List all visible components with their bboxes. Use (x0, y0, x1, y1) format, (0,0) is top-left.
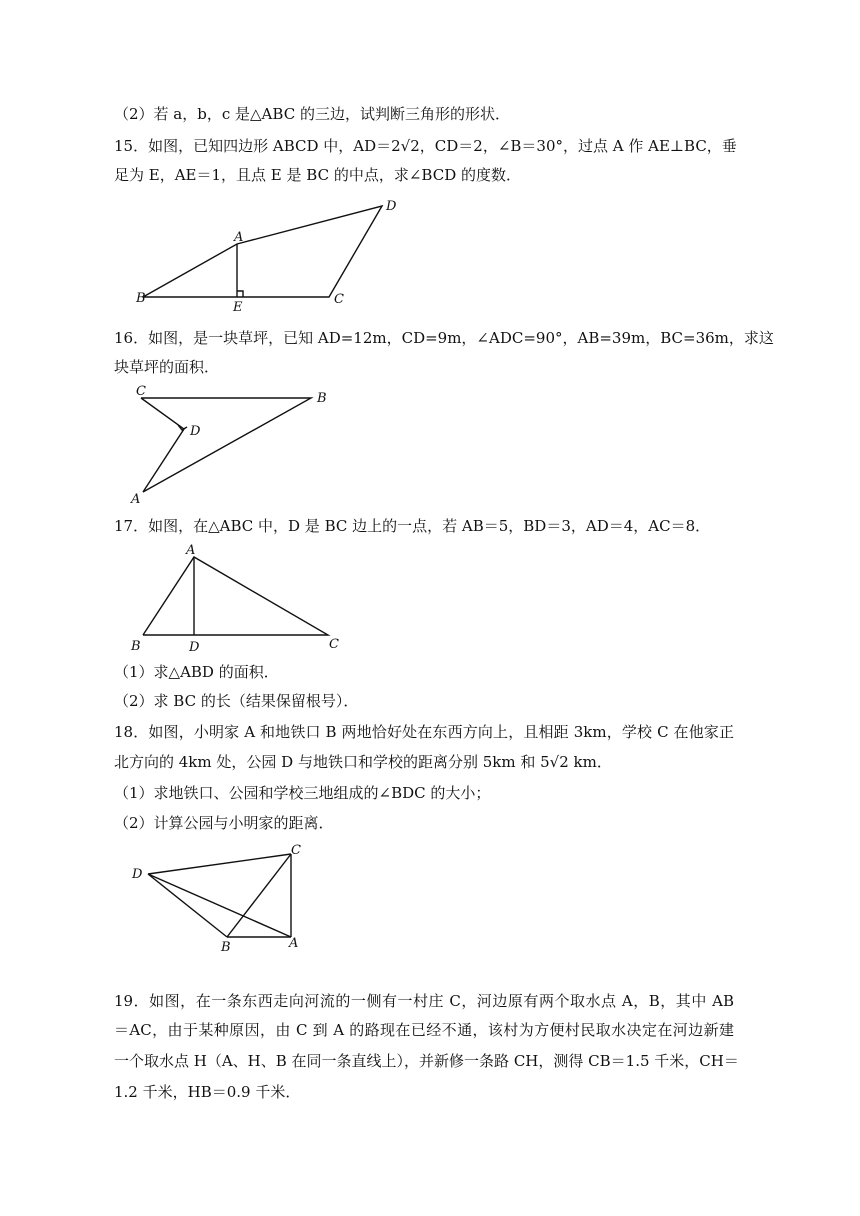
segment-bc (227, 854, 291, 937)
q19-line4: 1.2 千米，HB＝0.9 千米． (114, 1083, 301, 1101)
label-c: C (329, 637, 339, 652)
label-a: A (289, 936, 299, 951)
q18-line2: 北方向的 4km 处，公园 D 与地铁口和学校的距离分别 5km 和 5√2 km． (114, 753, 612, 771)
segment-dc (148, 854, 291, 874)
label-c: C (291, 843, 301, 858)
q19-line3: 一个取水点 H（A、H、B 在同一条直线上），并新修一条路 CH，测得 CB＝1.5 千米，CH＝ (114, 1052, 739, 1070)
label-a: A (234, 230, 244, 245)
figure-q17 (128, 540, 348, 655)
label-b: B (317, 391, 327, 406)
figure-q16 (128, 380, 338, 505)
label-d: D (190, 424, 201, 439)
label-b: B (131, 639, 141, 654)
q17-part1: （1）求△ABD 的面积． (114, 663, 279, 681)
label-d: D (189, 640, 200, 655)
quadrilateral-abdc (141, 398, 311, 492)
label-c: C (136, 384, 146, 399)
label-c: C (334, 292, 344, 307)
label-a: A (186, 543, 196, 558)
q18-part2: （2）计算公园与小明家的距离． (114, 814, 334, 832)
figure-q15 (130, 195, 400, 315)
q15-line1: 15．如图，已知四边形 ABCD 中，AD＝2√2，CD＝2，∠B＝30°，过点 A 作 AE⊥BC，垂 (114, 137, 737, 155)
label-b: B (221, 940, 231, 955)
label-e: E (233, 300, 243, 315)
q16-line1: 16．如图，是一块草坪，已知 AD=12m，CD=9m，∠ADC=90°，AB=39m，BC=36m，求这 (114, 329, 774, 347)
q15-line2: 足为 E，AE＝1，且点 E 是 BC 的中点，求∠BCD 的度数． (114, 166, 521, 184)
triangle-abc (143, 557, 328, 635)
segment-db (148, 874, 227, 937)
q17-part2: （2）求 BC 的长（结果保留根号）． (114, 692, 359, 710)
q19-line2: ＝AC，由于某种原因，由 C 到 A 的路现在已经不通，该村为方便村民取水决定在河边新建 (114, 1021, 734, 1039)
q14-part2: （2）若 a，b，c 是△ABC 的三边，试判断三角形的形状． (114, 105, 510, 123)
label-b: B (136, 291, 146, 306)
label-d: D (132, 867, 143, 882)
label-a: A (131, 492, 141, 507)
right-angle-mark-e (237, 291, 243, 297)
q18-line1: 18．如图，小明家 A 和地铁口 B 两地恰好处在东西方向上，且相距 3km，学校 C 在他家正 (114, 723, 734, 741)
q19-line1: 19．如图，在一条东西走向河流的一侧有一村庄 C，河边原有两个取水点 A，B，其中 AB (114, 992, 734, 1010)
figure-q18 (128, 840, 328, 960)
quadrilateral-abcd (143, 206, 382, 297)
segment-da (148, 874, 291, 937)
q16-line2: 块草坪的面积． (114, 358, 220, 376)
q18-part1: （1）求地铁口、公园和学校三地组成的∠BDC 的大小； (114, 784, 491, 802)
q17-stem: 17．如图，在△ABC 中，D 是 BC 边上的一点，若 AB＝5，BD＝3，AD＝4，AC＝8． (114, 517, 711, 535)
label-d: D (386, 199, 397, 214)
